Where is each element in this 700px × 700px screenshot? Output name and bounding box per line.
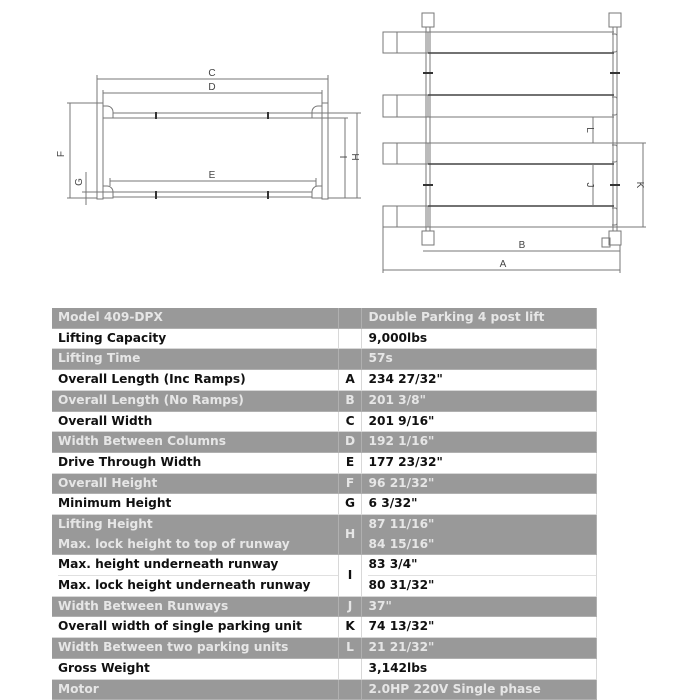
dimension-label-a: A (499, 259, 507, 270)
table-row (52, 638, 597, 659)
spec-value: 74 13/32" (362, 617, 597, 638)
spec-code: L (338, 638, 362, 659)
table-row (52, 370, 597, 391)
table-row (52, 432, 597, 453)
table-row (52, 411, 597, 432)
table-row (52, 679, 597, 700)
table-row (52, 494, 597, 515)
spec-label (52, 555, 338, 596)
spec-label: Lifting Time (52, 349, 338, 370)
dimension-label-b: B (518, 240, 526, 251)
spec-value: 2.0HP 220V Single phase (362, 679, 597, 700)
table-row (52, 515, 597, 555)
spec-label: Width Between Runways (52, 596, 338, 617)
spec-code: H (338, 515, 362, 555)
spec-code: C (338, 411, 362, 432)
model-value: Double Parking 4 post lift (362, 308, 597, 328)
spec-label-line: Max. lock height to top of runway (58, 536, 290, 551)
dimension-label-e: E (208, 170, 216, 181)
spec-code: B (338, 390, 362, 411)
spec-label: Lifting Capacity (52, 328, 338, 349)
spec-code: G (338, 494, 362, 515)
spec-code (338, 349, 362, 370)
spec-code: I (338, 555, 362, 596)
spec-label: Width Between Columns (52, 432, 338, 453)
spec-value: 201 9/16" (362, 411, 597, 432)
spec-code (338, 328, 362, 349)
spec-value: 37" (362, 596, 597, 617)
dimension-label-d: D (208, 82, 216, 93)
table-row (52, 349, 597, 370)
spec-label: Overall Height (52, 473, 338, 494)
spec-code: K (338, 617, 362, 638)
spec-value: 192 1/16" (362, 432, 597, 453)
table-row (52, 617, 597, 638)
spec-value-line: 80 31/32" (368, 575, 596, 596)
spec-value: 57s (362, 349, 597, 370)
spec-label: Overall Width (52, 411, 338, 432)
table-row (52, 473, 597, 494)
spec-value (362, 555, 597, 596)
spec-value: 201 3/8" (362, 390, 597, 411)
dimension-label-l: L (584, 127, 595, 133)
spec-code: E (338, 452, 362, 473)
table-row (52, 658, 597, 679)
dimension-label-f: F (56, 150, 67, 158)
table-row (52, 452, 597, 473)
dimension-label-i: I (337, 155, 348, 159)
spec-value: 177 23/32" (362, 452, 597, 473)
spec-code (338, 658, 362, 679)
spec-table (52, 308, 597, 700)
spec-value (362, 515, 597, 555)
spec-label: Overall width of single parking unit (52, 617, 338, 638)
table-row (52, 555, 597, 596)
spec-label-line: Lifting Height (58, 517, 153, 532)
spec-value-line: 84 15/16" (368, 536, 435, 551)
spec-value: 3,142lbs (362, 658, 597, 679)
table-row (52, 596, 597, 617)
spec-code: A (338, 370, 362, 391)
dimension-label-h: H (349, 153, 360, 161)
spec-label: Width Between two parking units (52, 638, 338, 659)
dimension-label-c: C (208, 68, 216, 79)
spec-value-line: 83 3/4" (368, 557, 418, 572)
table-row (52, 390, 597, 411)
top-view-diagram (0, 0, 700, 300)
table-row (52, 328, 597, 349)
spec-label: Gross Weight (52, 658, 338, 679)
table-header-row (52, 308, 597, 328)
model-label: Model 409-DPX (52, 308, 338, 328)
spec-value: 9,000lbs (362, 328, 597, 349)
spec-code (338, 679, 362, 700)
spec-label-line: Max. lock height underneath runway (58, 575, 338, 596)
spec-label-line: Max. height underneath runway (58, 557, 279, 572)
spec-value: 21 21/32" (362, 638, 597, 659)
spec-value: 96 21/32" (362, 473, 597, 494)
spec-label: Drive Through Width (52, 452, 338, 473)
dimension-label-g: G (74, 178, 85, 186)
dimension-label-j: J (584, 182, 595, 188)
spec-value-line: 87 11/16" (368, 517, 435, 532)
spec-label: Overall Length (Inc Ramps) (52, 370, 338, 391)
spec-code: F (338, 473, 362, 494)
spec-value: 234 27/32" (362, 370, 597, 391)
spec-code: D (338, 432, 362, 453)
model-code (338, 308, 362, 328)
spec-code: J (338, 596, 362, 617)
spec-label: Minimum Height (52, 494, 338, 515)
dimension-label-k: K (634, 181, 645, 189)
spec-label: Motor (52, 679, 338, 700)
spec-value: 6 3/32" (362, 494, 597, 515)
spec-label: Overall Length (No Ramps) (52, 390, 338, 411)
spec-label (52, 515, 338, 555)
